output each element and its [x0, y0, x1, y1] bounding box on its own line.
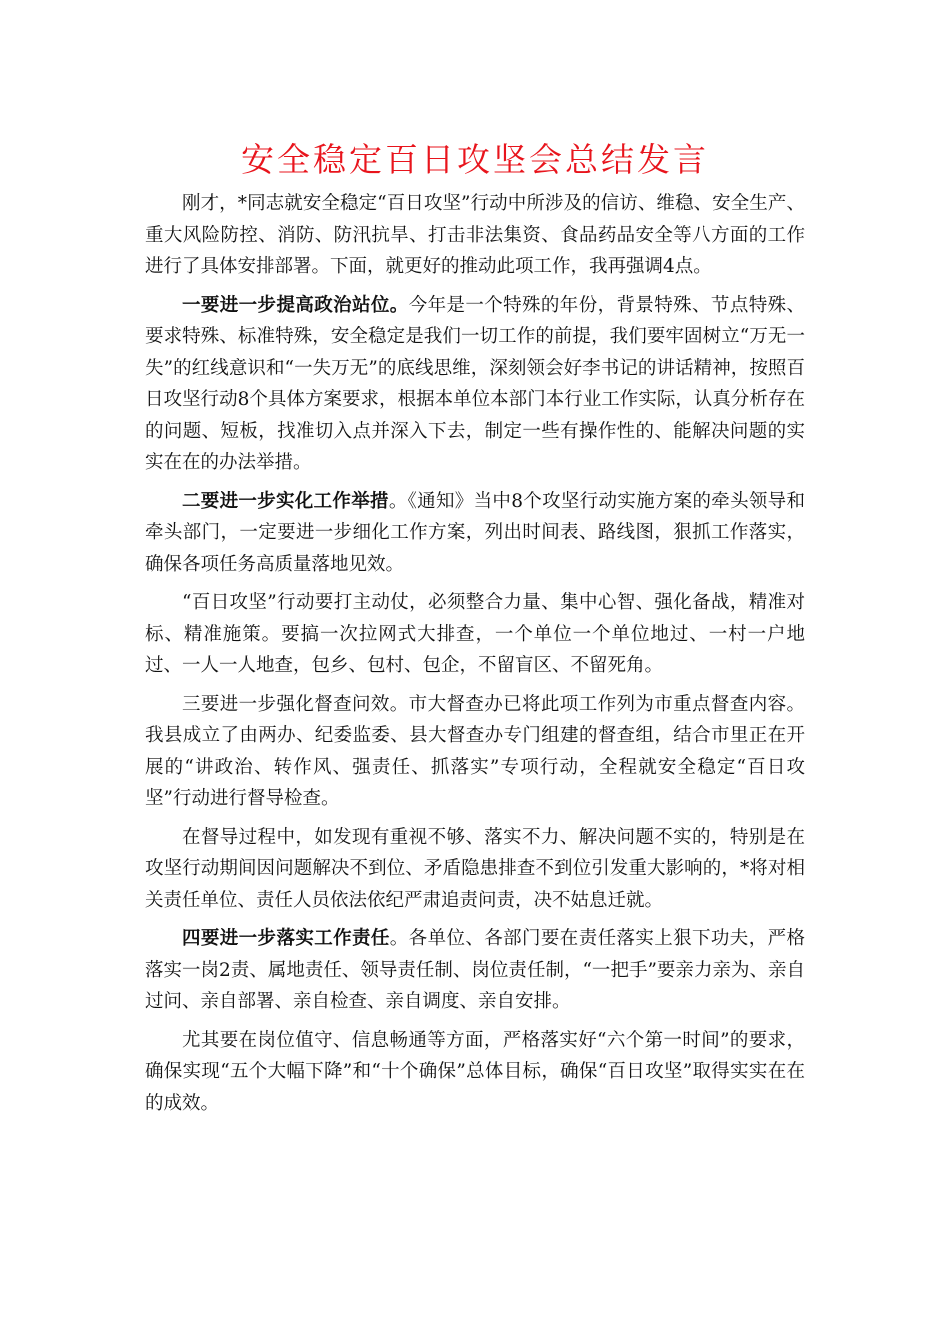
paragraph-3-text: 。《通知》当中8个攻坚行动实施方案的牵头领导和牵头部门，一定要进一步细化工作方案，列出时间表、路线图，狠抓工作落实，确保各项任务高质量落地见效。 — [145, 490, 805, 575]
document-title: 安全稳定百日攻坚会总结发言 — [241, 140, 709, 179]
document-body — [145, 188, 805, 1126]
paragraph-7-lead: 四要进一步落实工作责任 — [182, 928, 390, 949]
paragraph-7-text: 。各单位、各部门要在责任落实上狠下功夫，严格落实一岗2责、属地责任、领导责任制、岗位责任制，“一把手”要亲力亲为、亲自过问、亲自部署、亲自检查、亲自调度、亲自安排。 — [145, 928, 805, 1012]
paragraph-1 — [145, 188, 805, 283]
paragraph-5-text: 三要进一步强化督查问效。市大督查办已将此项工作列为市重点督查内容。我县成立了由两办、纪委监委、县大督查办专门组建的督查组，结合市里正在开展的“讲政治、转作风、强责任、抓落实”专项行动，全程就安全稳定“百日攻坚”行动进行督导检查。 — [145, 693, 805, 809]
paragraph-8-text: 尤其要在岗位值守、信息畅通等方面，严格落实好“六个第一时间”的要求，确保实现“五个大幅下降”和“十个确保”总体目标，确保“百日攻坚”取得实实在在的成效。 — [145, 1029, 805, 1114]
paragraph-2 — [145, 290, 805, 479]
paragraph-1-text: 刚才，*同志就安全稳定“百日攻坚”行动中所涉及的信访、维稳、安全生产、重大风险防控、消防、防汛抗旱、打击非法集资、食品药品安全等八方面的工作进行了具体安排部署。下面，就更好的推动此项工作，我再强调4点。 — [145, 193, 805, 277]
paragraph-4-text: “百日攻坚”行动要打主动仗，必须整合力量、集中心智、强化备战，精准对标、精准施策。要搞一次拉网式大排查，一个单位一个单位地过、一村一户地过、一人一人地查，包乡、包村、包企，不留盲区、不留死角。 — [145, 592, 805, 676]
paragraph-6 — [145, 822, 805, 917]
paragraph-2-lead: 一要进一步提高政治站位。 — [182, 294, 409, 316]
paragraph-3-lead: 二要进一步实化工作举措 — [182, 490, 389, 512]
paragraph-5 — [145, 689, 805, 815]
paragraph-6-text: 在督导过程中，如发现有重视不够、落实不力、解决问题不实的，特别是在攻坚行动期间因问题解决不到位、矛盾隐患排查不到位引发重大影响的，*将对相关责任单位、责任人员依法依纪严肃追责问责，决不姑息迁就。 — [145, 826, 805, 911]
paragraph-3 — [145, 486, 805, 581]
paragraph-8 — [145, 1025, 805, 1120]
paragraph-7 — [145, 923, 805, 1018]
paragraph-2-text: 今年是一个特殊的年份，背景特殊、节点特殊、要求特殊、标准特殊，安全稳定是我们一切工作的前提，我们要牢固树立“万无一失”的红线意识和“一失万无”的底线思维，深刻领会好李书记的讲话精神，按照百日攻坚行动8个具体方案要求，根据本单位本部门本行业工作实际，认真分析存在的问题、短板，找准切入点并深入下去，制定一些有操作性的、能解决问题的实实在在的办法举措。 — [145, 294, 805, 473]
paragraph-4 — [145, 587, 805, 682]
